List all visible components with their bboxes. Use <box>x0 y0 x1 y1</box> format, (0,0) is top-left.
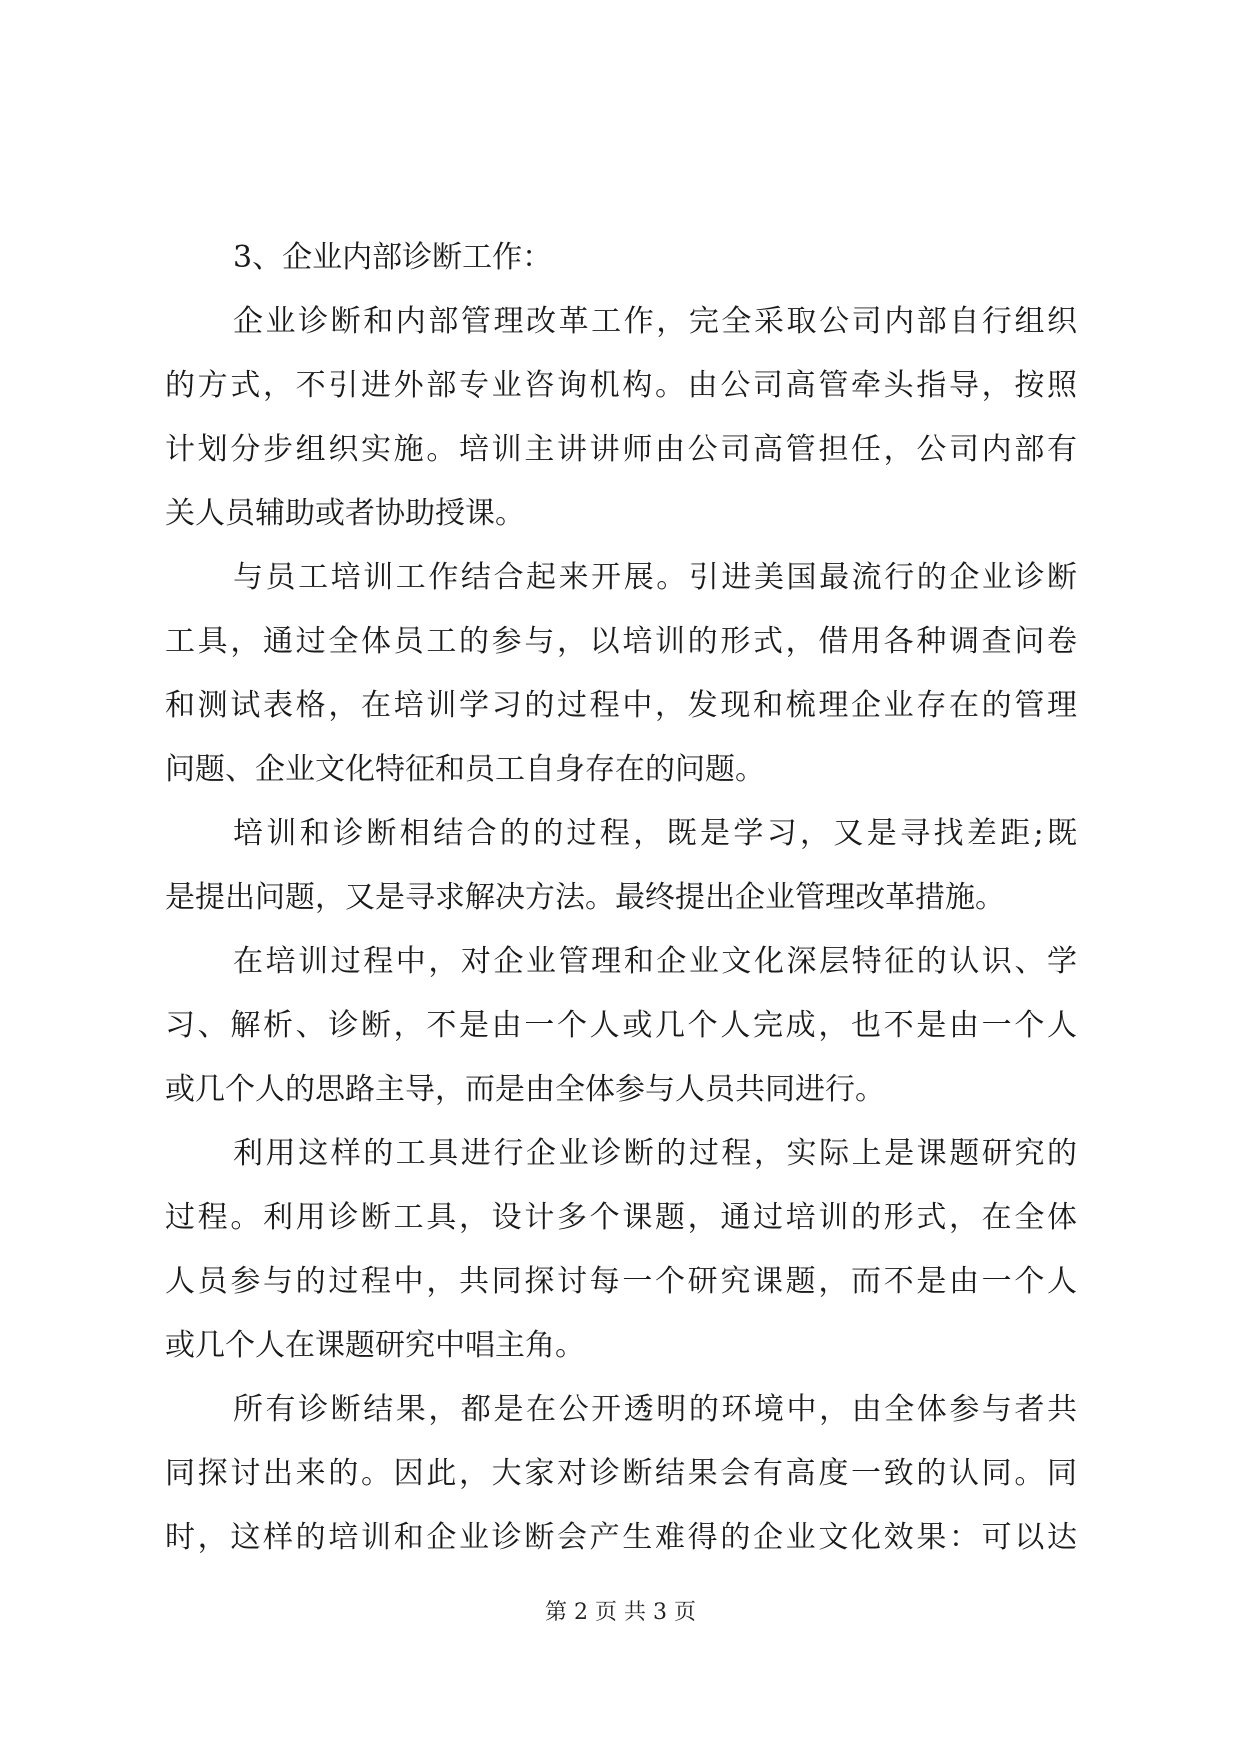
paragraph-6-line-2: 同探讨出来的。因此，大家对诊断结果会有高度一致的认同。同 <box>165 1456 1077 1491</box>
paragraph-6-line-3: 时，这样的培训和企业诊断会产生难得的企业文化效果：可以达 <box>165 1520 1077 1555</box>
paragraph-4-line-1: 在培训过程中，对企业管理和企业文化深层特征的认识、学 <box>233 944 1077 979</box>
paragraph-6-line-1: 所有诊断结果，都是在公开透明的环境中，由全体参与者共 <box>233 1392 1077 1427</box>
paragraph-2-line-2: 工具，通过全体员工的参与，以培训的形式，借用各种调查问卷 <box>165 624 1077 659</box>
paragraph-2-line-3: 和测试表格，在培训学习的过程中，发现和梳理企业存在的管理 <box>165 688 1077 723</box>
paragraph-5-line-3: 人员参与的过程中，共同探讨每一个研究课题，而不是由一个人 <box>165 1264 1077 1299</box>
paragraph-1-line-4: 关人员辅助或者协助授课。 <box>165 496 525 531</box>
paragraph-2-line-1: 与员工培训工作结合起来开展。引进美国最流行的企业诊断 <box>233 560 1077 595</box>
paragraph-3-line-2: 是提出问题，又是寻求解决方法。最终提出企业管理改革措施。 <box>165 880 1005 915</box>
paragraph-3-line-1: 培训和诊断相结合的的过程，既是学习，又是寻找差距;既 <box>233 816 1077 851</box>
paragraph-5-line-2: 过程。利用诊断工具，设计多个课题，通过培训的形式，在全体 <box>165 1200 1077 1235</box>
paragraph-5-line-1: 利用这样的工具进行企业诊断的过程，实际上是课题研究的 <box>233 1136 1077 1171</box>
paragraph-4-line-2: 习、解析、诊断，不是由一个人或几个人完成，也不是由一个人 <box>165 1008 1077 1043</box>
paragraph-1-line-3: 计划分步组织实施。培训主讲讲师由公司高管担任，公司内部有 <box>165 432 1077 467</box>
page-number-footer: 第 2 页 共 3 页 <box>545 1600 696 1625</box>
paragraph-2-line-4: 问题、企业文化特征和员工自身存在的问题。 <box>165 752 765 787</box>
document-body <box>165 226 1077 1570</box>
paragraph-5-line-4: 或几个人在课题研究中唱主角。 <box>165 1328 585 1363</box>
section-heading: 3、企业内部诊断工作： <box>233 240 553 275</box>
paragraph-1-line-2: 的方式，不引进外部专业咨询机构。由公司高管牵头指导，按照 <box>165 368 1077 403</box>
paragraph-4-line-3: 或几个人的思路主导，而是由全体参与人员共同进行。 <box>165 1072 885 1107</box>
paragraph-1-line-1: 企业诊断和内部管理改革工作，完全采取公司内部自行组织 <box>233 304 1077 339</box>
